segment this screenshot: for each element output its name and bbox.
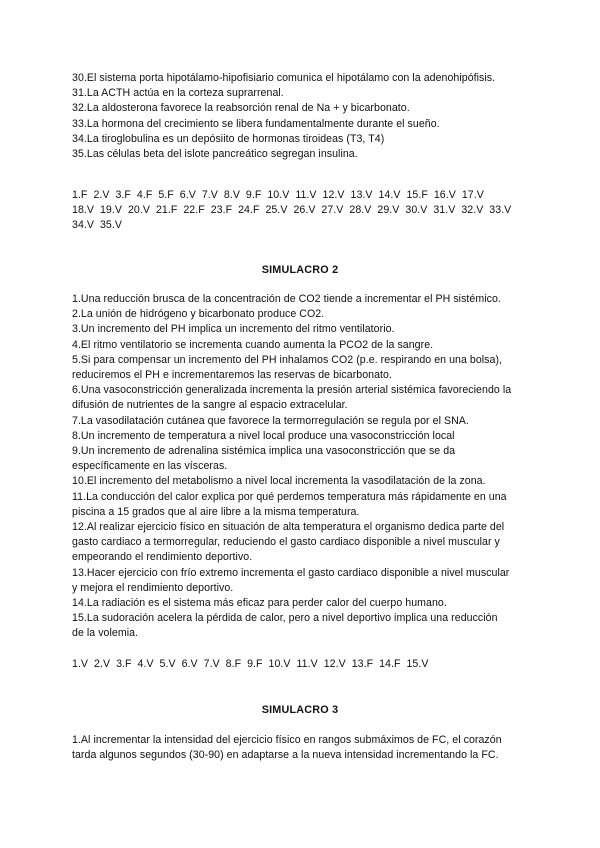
statement-line: gasto cardiaco a termorregular, reduciendo el gasto cardiaco disponible a nivel muscular y [72,536,500,549]
statement-line: 4.El ritmo ventilatorio se incrementa cuando aumenta la PCO2 de la sangre. [72,338,434,351]
answer-line: 1.F 2.V 3.F 4.F 5.F 6.V 7.V 8.V 9.F 10.V 11.V 12.V 13.V 14.V 15.F 16.V 17.V [72,189,484,201]
statement-line: específicamente en las vísceras. [72,460,228,473]
statement-34: 34.La tiroglobulina es un depósiito de hormonas tiroideas (T3, T4) [72,132,385,145]
statement-line: piscina a 15 grados que al aire libre a la misma temperatura. [72,505,360,518]
statement-line: tarda algunos segundos (30-90) en adaptarse a la nueva intensidad incrementando la FC. [72,749,499,762]
statement-31: 31.La ACTH actúa en la corteza suprarrenal. [72,87,284,100]
statement-line: 1.Al incrementar la intensidad del ejercicio físico en rangos submáximos de FC, el corazón [72,734,502,746]
statement-line: 15.La sudoración acelera la pérdida de calor, pero a nivel deportivo implica una reducción [72,612,498,625]
answer-line: 1.V 2.V 3.F 4.V 5.V 6.V 7.V 8.F 9.F 10.V 11.V 12.V 13.F 14.F 15.V [72,658,429,670]
statement-line: 6.Una vasoconstricción generalizada incrementa la presión arterial sistémica favoreciendo la [72,384,512,397]
statement-line: de la volemia. [72,627,139,640]
statement-35: 35.Las células beta del islote pancreático segregan insulina. [72,148,358,161]
statement-line: y mejora el rendimiento deportivo. [72,581,234,594]
answer-line: 18.V 19.V 20.V 21.F 22.F 23.F 24.F 25.V 26.V 27.V 28.V 29.V 30.V 31.V 32.V 33.V [72,204,512,217]
statement-line: 7.La vasodilatación cutánea que favorece la termorregulación se regula por el SNA. [72,414,469,427]
statement-line: 10.El incremento del metabolismo a nivel local incrementa la vasodilatación de la zona. [72,475,486,488]
statement-30: 30.El sistema porta hipotálamo-hipofisiario comunica el hipotálamo con la adenohipófisis. [72,72,496,84]
answer-key-2 [72,657,532,672]
statements-30-35 [72,71,532,162]
answer-line: 34.V 35.V [72,219,122,232]
simulacro-3-title: SIMULACRO 3 [261,704,339,716]
statement-32: 32.La aldosterona favorece la reabsorción renal de Na + y bicarbonato. [72,102,410,115]
statement-line: 14.La radiación es el sistema más eficaz para perder calor del cuerpo humano. [72,597,447,610]
statement-line: empeorando el rendimiento deportivo. [72,551,253,564]
statement-line: 1.Una reducción brusca de la concentración de CO2 tiende a incrementar el PH sistémico. [72,293,501,305]
statement-line: 5.Si para compensar un incremento del PH inhalamos CO2 (p.e. respirando en una bolsa), [72,353,503,366]
simulacro-3-statements [72,733,532,763]
simulacro-2-title: SIMULACRO 2 [261,264,339,276]
statement-line: reduciremos el PH e incrementaremos las reservas de bicarbonato. [72,369,392,382]
statement-line: difusión de nutrientes de la sangre al espacio extracelular. [72,399,348,412]
statement-line: 11.La conducción del calor explica por qué perdemos temperatura más rápidamente en una [72,490,507,503]
statement-line: 8.Un incremento de temperatura a nivel local produce una vasoconstricción local [72,429,455,442]
answer-key-1 [72,188,532,234]
statement-line: 3.Un incremento del PH implica un incremento del ritmo ventilatorio. [72,323,395,336]
simulacro-2-statements [72,292,532,642]
statement-line: 2.La unión de hidrógeno y bicarbonato produce CO2. [72,308,325,321]
statement-line: 13.Hacer ejercicio con frío extremo incrementa el gasto cardiaco disponible a nivel muscular [72,566,510,579]
statement-33: 33.La hormona del crecimiento se libera fundamentalmente durante el sueño. [72,117,440,130]
statement-line: 9.Un incremento de adrenalina sistémica implica una vasoconstricción que se da [72,445,456,458]
statement-line: 12.Al realizar ejercicio físico en situación de alta temperatura el organismo dedica parte del [72,521,505,534]
